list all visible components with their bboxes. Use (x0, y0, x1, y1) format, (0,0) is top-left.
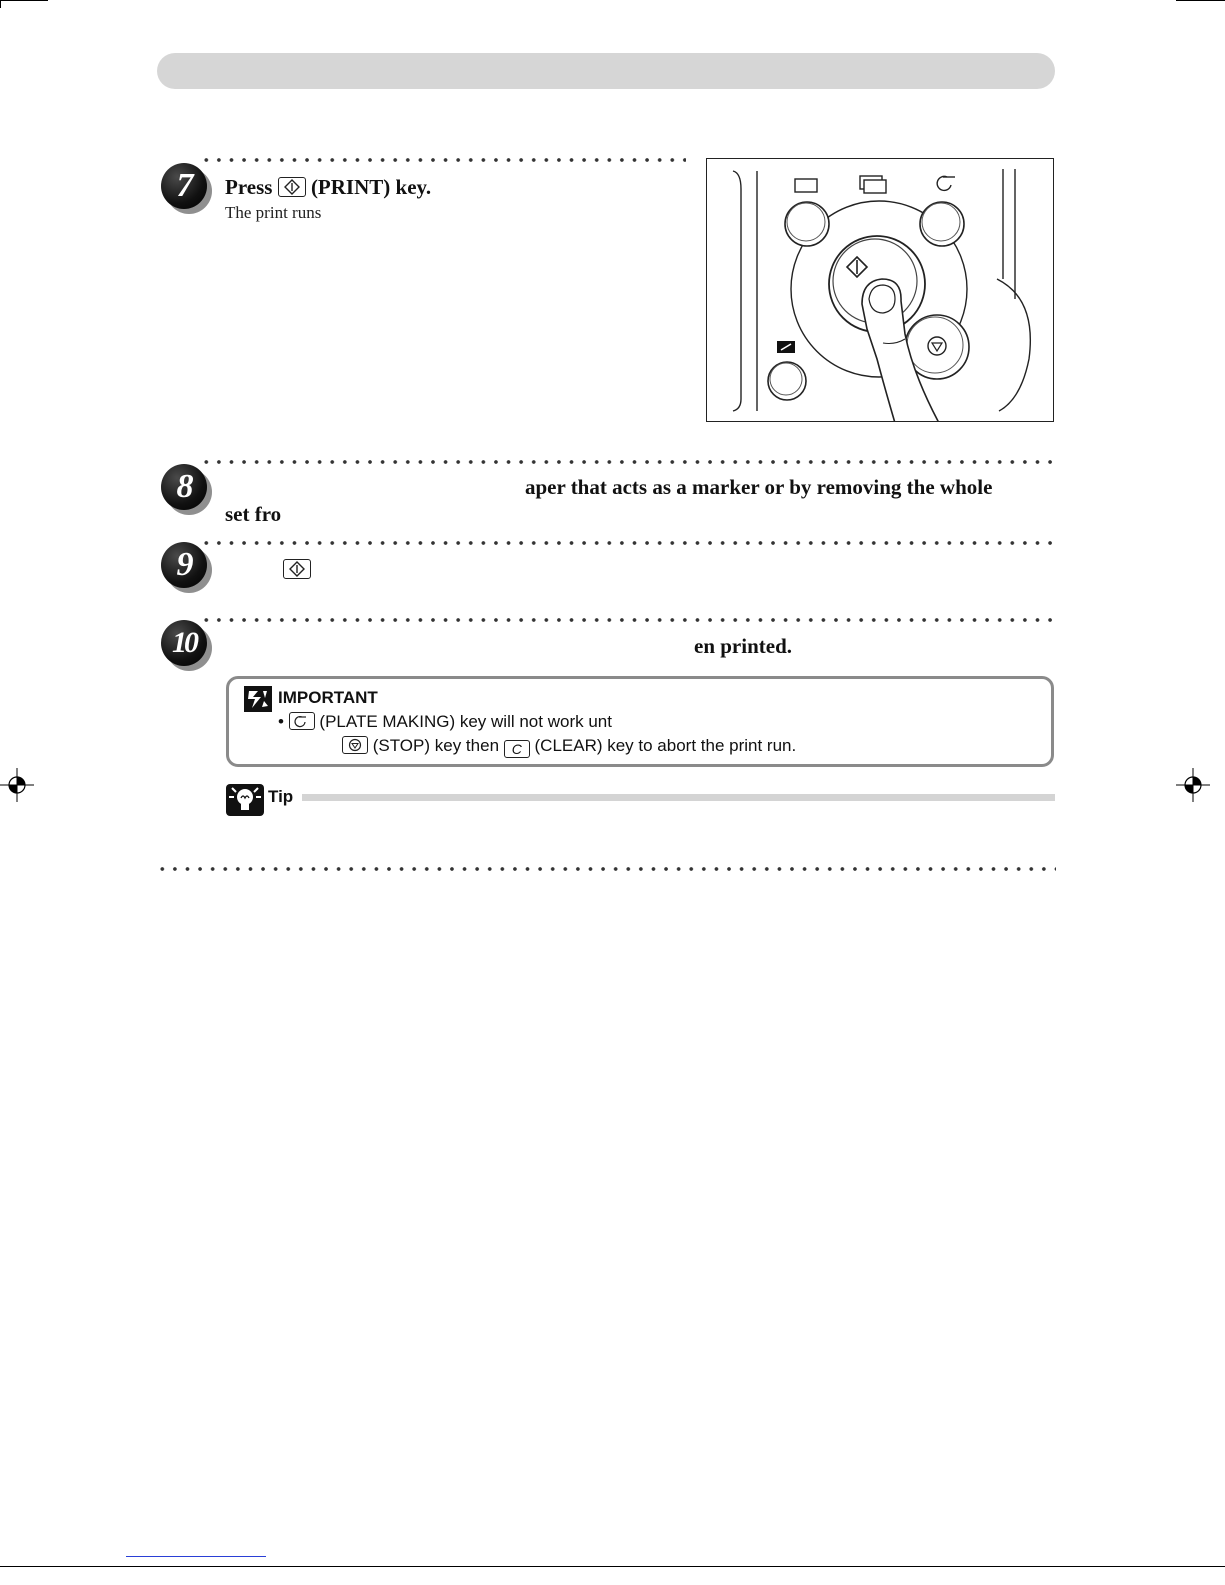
crop-mark (0, 0, 1, 8)
clear-key-icon (777, 341, 795, 353)
step-badge: 8 (161, 464, 213, 516)
crop-mark (0, 1566, 1225, 1567)
print-key-icon (278, 177, 306, 197)
step-badge: 10 (161, 620, 213, 672)
control-panel-illustration (706, 158, 1054, 422)
section-end-separator (156, 866, 1056, 872)
important-line-2: (STOP) key then C (CLEAR) key to abort the print run. (342, 736, 796, 758)
section-header-bar (157, 53, 1055, 89)
tip-bar (302, 794, 1055, 801)
stop-key-icon (342, 736, 368, 754)
plate-making-key-icon (289, 712, 315, 730)
step-10-title: en printed. (694, 634, 793, 658)
important-title: IMPORTANT (278, 688, 378, 707)
registration-mark-icon (0, 768, 34, 802)
step-separator (200, 157, 686, 163)
step-9-title (283, 559, 311, 581)
lightbulb-icon (226, 784, 264, 816)
single-copy-key-icon (795, 179, 817, 192)
footer-link[interactable] (126, 1556, 266, 1557)
step-7-title: Press (PRINT) key. (225, 175, 432, 199)
step-7-subtitle: The print runs (225, 203, 322, 222)
step-badge: 7 (161, 163, 213, 215)
step-8-title-line1: aper that acts as a marker or by removing the whole (525, 475, 993, 499)
plate-making-key-icon (937, 176, 955, 190)
clear-key-icon: C (504, 740, 530, 758)
crop-mark (0, 0, 48, 1)
step-8-title-line2: set fro (225, 502, 282, 526)
print-key-icon (283, 559, 311, 579)
crop-mark (1176, 0, 1225, 1)
step-separator (200, 617, 1056, 623)
registration-mark-icon (1176, 768, 1210, 802)
step-separator (200, 540, 1056, 546)
step-badge: 9 (161, 542, 213, 594)
step-separator (200, 459, 1056, 465)
important-line-1: • (PLATE MAKING) key will not work unt (278, 712, 612, 731)
multi-copy-key-icon (860, 176, 886, 193)
important-icon (244, 686, 272, 712)
tip-label: Tip (268, 787, 294, 806)
